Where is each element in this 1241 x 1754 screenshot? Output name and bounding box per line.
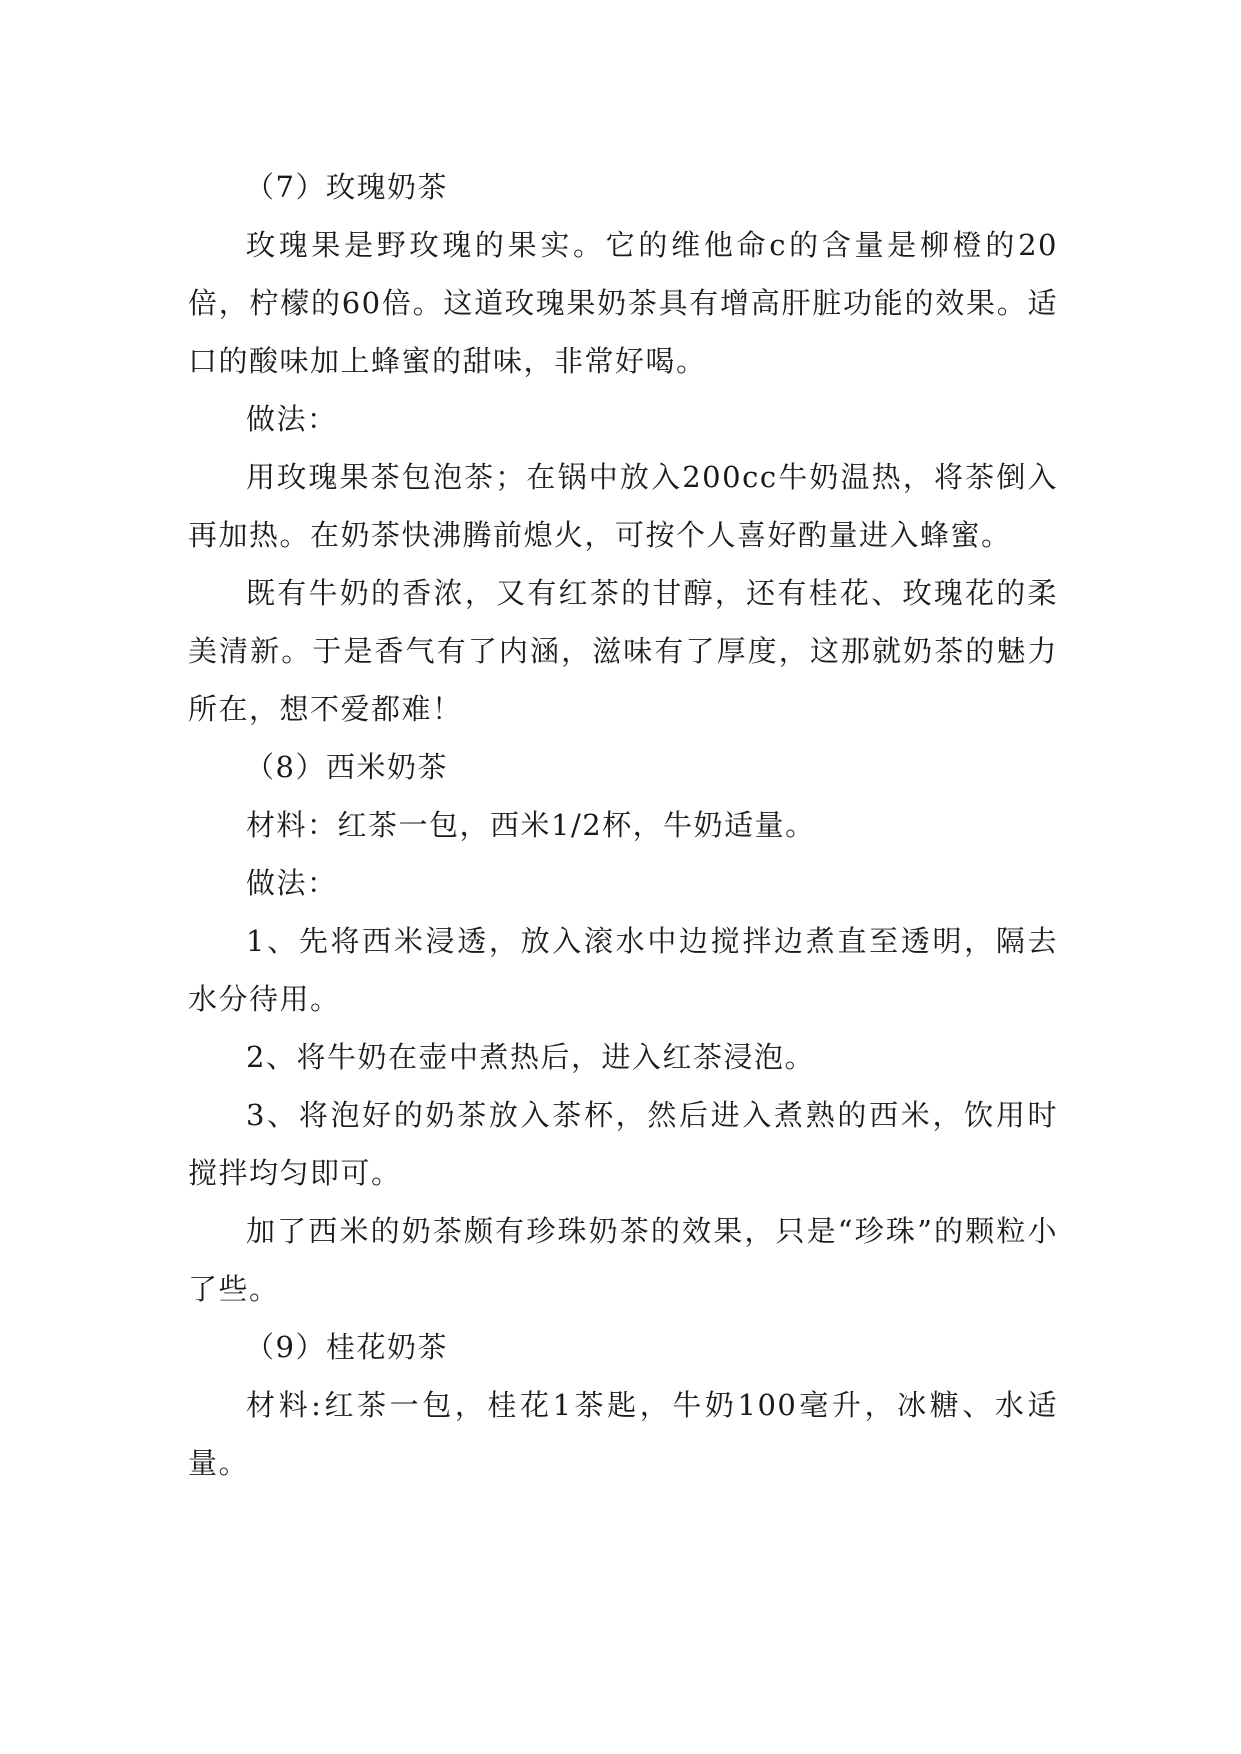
paragraph-sago-step-3: 3、将泡好的奶茶放入茶杯，然后进入煮熟的西米，饮用时搅拌均匀即可。 [188,1098,1058,1190]
section-heading-sago-milk-tea: （8）西米奶茶 [245,750,448,784]
document-body [188,158,1058,1492]
paragraph-rose-method: 用玫瑰果茶包泡茶；在锅中放入200cc牛奶温热，将茶倒入再加热。在奶茶快沸腾前熄火，可按个人喜好酌量进入蜂蜜。 [188,460,1058,552]
paragraph-osmanthus-ingredients: 材料:红茶一包，桂花1茶匙，牛奶100毫升，冰糖、水适量。 [188,1388,1058,1480]
section-heading-osmanthus-milk-tea: （9）桂花奶茶 [245,1330,448,1364]
paragraph-sago-step-1: 1、先将西米浸透，放入滚水中边搅拌边煮直至透明，隔去水分待用。 [188,924,1058,1016]
paragraph-sago-note: 加了西米的奶茶颇有珍珠奶茶的效果，只是“珍珠”的颗粒小了些。 [188,1214,1058,1306]
paragraph-sago-ingredients: 材料：红茶一包，西米1/2杯，牛奶适量。 [246,808,816,842]
paragraph-method-label: 做法： [246,866,338,900]
paragraph-milk-tea-charm: 既有牛奶的香浓，又有红茶的甘醇，还有桂花、玫瑰花的柔美清新。于是香气有了内涵，滋味有了厚度，这那就奶茶的魅力所在，想不爱都难！ [188,576,1058,726]
section-heading-rose-milk-tea: （7）玫瑰奶茶 [245,170,448,204]
paragraph-sago-step-2: 2、将牛奶在壶中煮热后，进入红茶浸泡。 [246,1040,815,1074]
paragraph-rose-hip-intro: 玫瑰果是野玫瑰的果实。它的维他命c的含量是柳橙的20倍，柠檬的60倍。这道玫瑰果奶茶具有增高肝脏功能的效果。适口的酸味加上蜂蜜的甜味，非常好喝。 [188,228,1058,378]
paragraph-method-label: 做法： [246,402,338,436]
